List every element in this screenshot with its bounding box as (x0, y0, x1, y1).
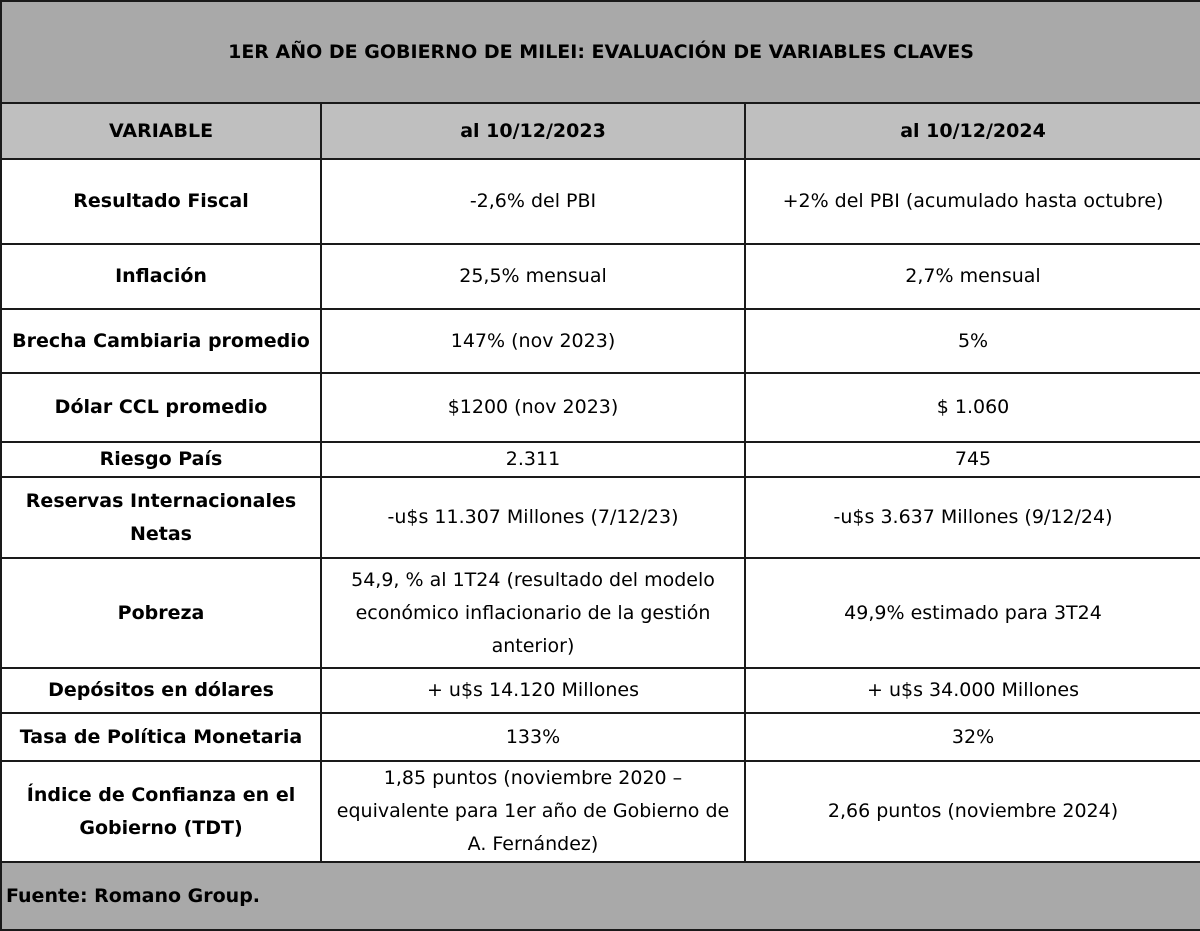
value-2023-cell: -u$s 11.307 Millones (7/12/23) (321, 477, 745, 558)
value-2023-cell: $1200 (nov 2023) (321, 373, 745, 442)
source-note: Fuente: Romano Group. (1, 862, 1200, 930)
header-variable: VARIABLE (1, 103, 321, 159)
value-2023-cell: 2.311 (321, 442, 745, 477)
table-row (1, 309, 1200, 373)
table-row (1, 761, 1200, 862)
variable-cell: Riesgo País (1, 442, 321, 477)
value-2023-cell: 54,9, % al 1T24 (resultado del modelo económico inflacionario de la gestión anterior) (321, 558, 745, 668)
variable-cell: Pobreza (1, 558, 321, 668)
table-title: 1ER AÑO DE GOBIERNO DE MILEI: EVALUACIÓN DE VARIABLES CLAVES (1, 1, 1200, 103)
title-row (1, 1, 1200, 103)
header-2023: al 10/12/2023 (321, 103, 745, 159)
table-row (1, 558, 1200, 668)
value-2024-cell: + u$s 34.000 Millones (745, 668, 1200, 713)
variable-cell: Brecha Cambiaria promedio (1, 309, 321, 373)
value-2024-cell: +2% del PBI (acumulado hasta octubre) (745, 159, 1200, 244)
value-2024-cell: 2,7% mensual (745, 244, 1200, 309)
value-2023-cell: -2,6% del PBI (321, 159, 745, 244)
value-2024-cell: -u$s 3.637 Millones (9/12/24) (745, 477, 1200, 558)
table-row (1, 668, 1200, 713)
variable-cell: Tasa de Política Monetaria (1, 713, 321, 761)
table-row (1, 159, 1200, 244)
variable-cell: Dólar CCL promedio (1, 373, 321, 442)
value-2023-cell: 25,5% mensual (321, 244, 745, 309)
table-row (1, 244, 1200, 309)
value-2023-cell: + u$s 14.120 Millones (321, 668, 745, 713)
table-row (1, 713, 1200, 761)
value-2024-cell: 32% (745, 713, 1200, 761)
variable-cell: Inflación (1, 244, 321, 309)
variable-cell: Reservas Internacionales Netas (1, 477, 321, 558)
footer-row (1, 862, 1200, 930)
value-2024-cell: $ 1.060 (745, 373, 1200, 442)
value-2024-cell: 745 (745, 442, 1200, 477)
value-2024-cell: 5% (745, 309, 1200, 373)
header-2024: al 10/12/2024 (745, 103, 1200, 159)
value-2023-cell: 1,85 puntos (noviembre 2020 – equivalente para 1er año de Gobierno de A. Fernández) (321, 761, 745, 862)
table-row (1, 373, 1200, 442)
variable-cell: Índice de Confianza en el Gobierno (TDT) (1, 761, 321, 862)
value-2024-cell: 49,9% estimado para 3T24 (745, 558, 1200, 668)
table-row (1, 477, 1200, 558)
header-row (1, 103, 1200, 159)
variable-cell: Depósitos en dólares (1, 668, 321, 713)
value-2023-cell: 147% (nov 2023) (321, 309, 745, 373)
table-row (1, 442, 1200, 477)
variable-cell: Resultado Fiscal (1, 159, 321, 244)
value-2023-cell: 133% (321, 713, 745, 761)
value-2024-cell: 2,66 puntos (noviembre 2024) (745, 761, 1200, 862)
